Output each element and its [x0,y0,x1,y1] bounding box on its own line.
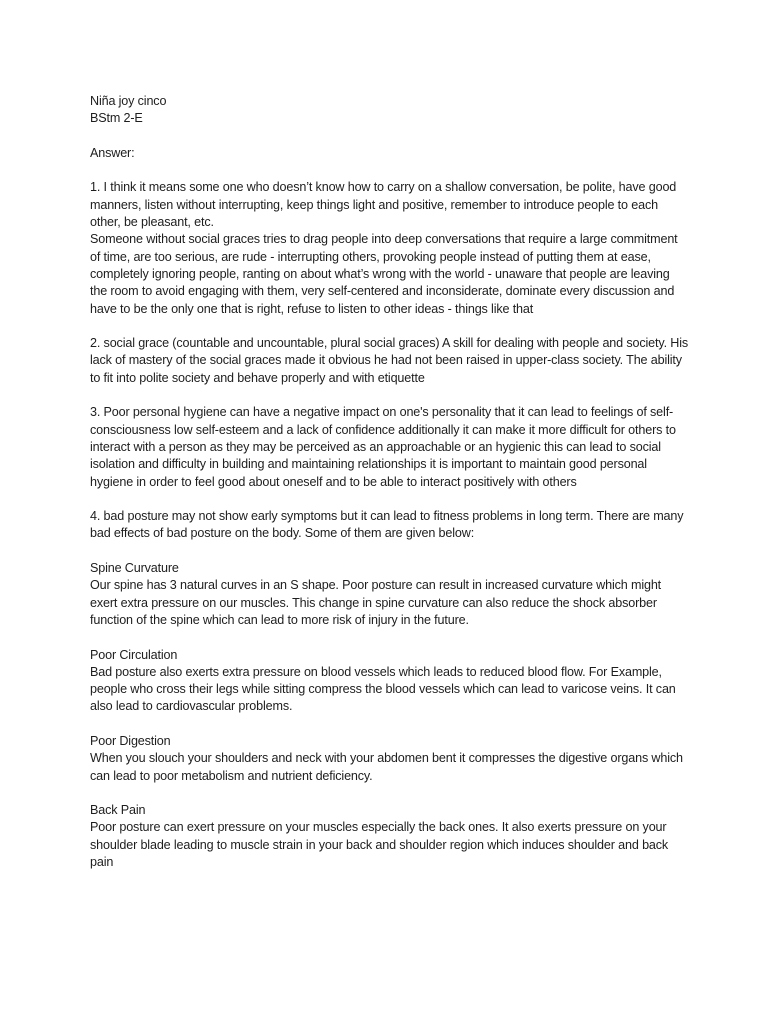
effect-heading-poor-digestion: Poor Digestion [90,733,171,748]
effect-body-poor-digestion: When you slouch your shoulders and neck with your abdomen bent it compresses the digestive organs which can lead to poor metabolism and nutrient deficiency. [90,751,683,783]
answer-4: 4. bad posture may not show early symptoms but it can lead to fitness problems in long term. There are many bad effects of bad posture on the body. Some of them are given below: [90,509,684,541]
answer-1-paragraph-1: 1. I think it means some one who doesn’t know how to carry on a shallow conversation, be polite, have good manners, listen without interrupting, keep things light and positive, remember to introduce people to each other, be pleasant, etc. [90,180,677,230]
spacer [90,128,690,145]
spacer [90,629,690,646]
answer-label: Answer: [90,145,135,160]
answer-3: 3. Poor personal hygiene can have a negative impact on one's personality that it can lead to feelings of self-consciousness low self-esteem and a lack of confidence additionally it can make it more difficult for others to interact with a person as they may be perceived as an approachable or an hygienic this can lead to social isolation and difficulty in building and maintaining relationships it is important to maintain good personal hygiene in order to feel good about oneself and to be able to interact positively with others [90,405,676,489]
effect-body-spine-curvature: Our spine has 3 natural curves in an S shape. Poor posture can result in increased curvature which might exert extra pressure on our muscles. This change in spine curvature can also reduce the shock absorber function of the spine which can lead to more risk of injury in the future. [90,578,662,627]
spacer [90,716,690,733]
answer-2: 2. social grace (countable and uncountable, plural social graces) A skill for dealing with people and society. His lack of mastery of the social graces made it obvious he had not been raised in upper-class society. The ability to fit into polite society and behave properly and with etiquette [90,336,689,385]
effect-body-poor-circulation: Bad posture also exerts extra pressure on blood vessels which leads to reduced blood flow. For Example, people who cross their legs while sitting compress the blood vessels which can lead to varicose veins. It can also lead to cardiovascular problems. [90,664,676,714]
student-section: BStm 2-E [90,111,143,126]
spacer [90,387,690,404]
spacer [90,318,690,335]
answer-1-paragraph-2: Someone without social graces tries to drag people into deep conversations that require a large commitment of time, are too serious, are rude - interrupting others, provoking people instead of putting them at ease, completely ignoring people, ranting on about what’s wrong with the world - unaware that people are leaving the room to avoid engaging with them, very self-centered and inconsiderate, dominate every discussion and have to be the only one that is right, refuse to listen to other ideas - things like that [90,232,678,316]
document-page [90,93,690,871]
spacer [90,785,690,802]
spacer [90,491,690,508]
effect-heading-spine-curvature: Spine Curvature [90,561,179,576]
spacer [90,543,690,560]
effect-body-back-pain: Poor posture can exert pressure on your muscles especially the back ones. It also exerts pressure on your shoulder blade leading to muscle strain in your back and shoulder region which induces shoulder and back pain [90,820,669,870]
effect-heading-back-pain: Back Pain [90,803,146,818]
spacer [90,162,690,179]
student-name: Niña joy cinco [90,94,167,108]
effect-heading-poor-circulation: Poor Circulation [90,647,178,662]
